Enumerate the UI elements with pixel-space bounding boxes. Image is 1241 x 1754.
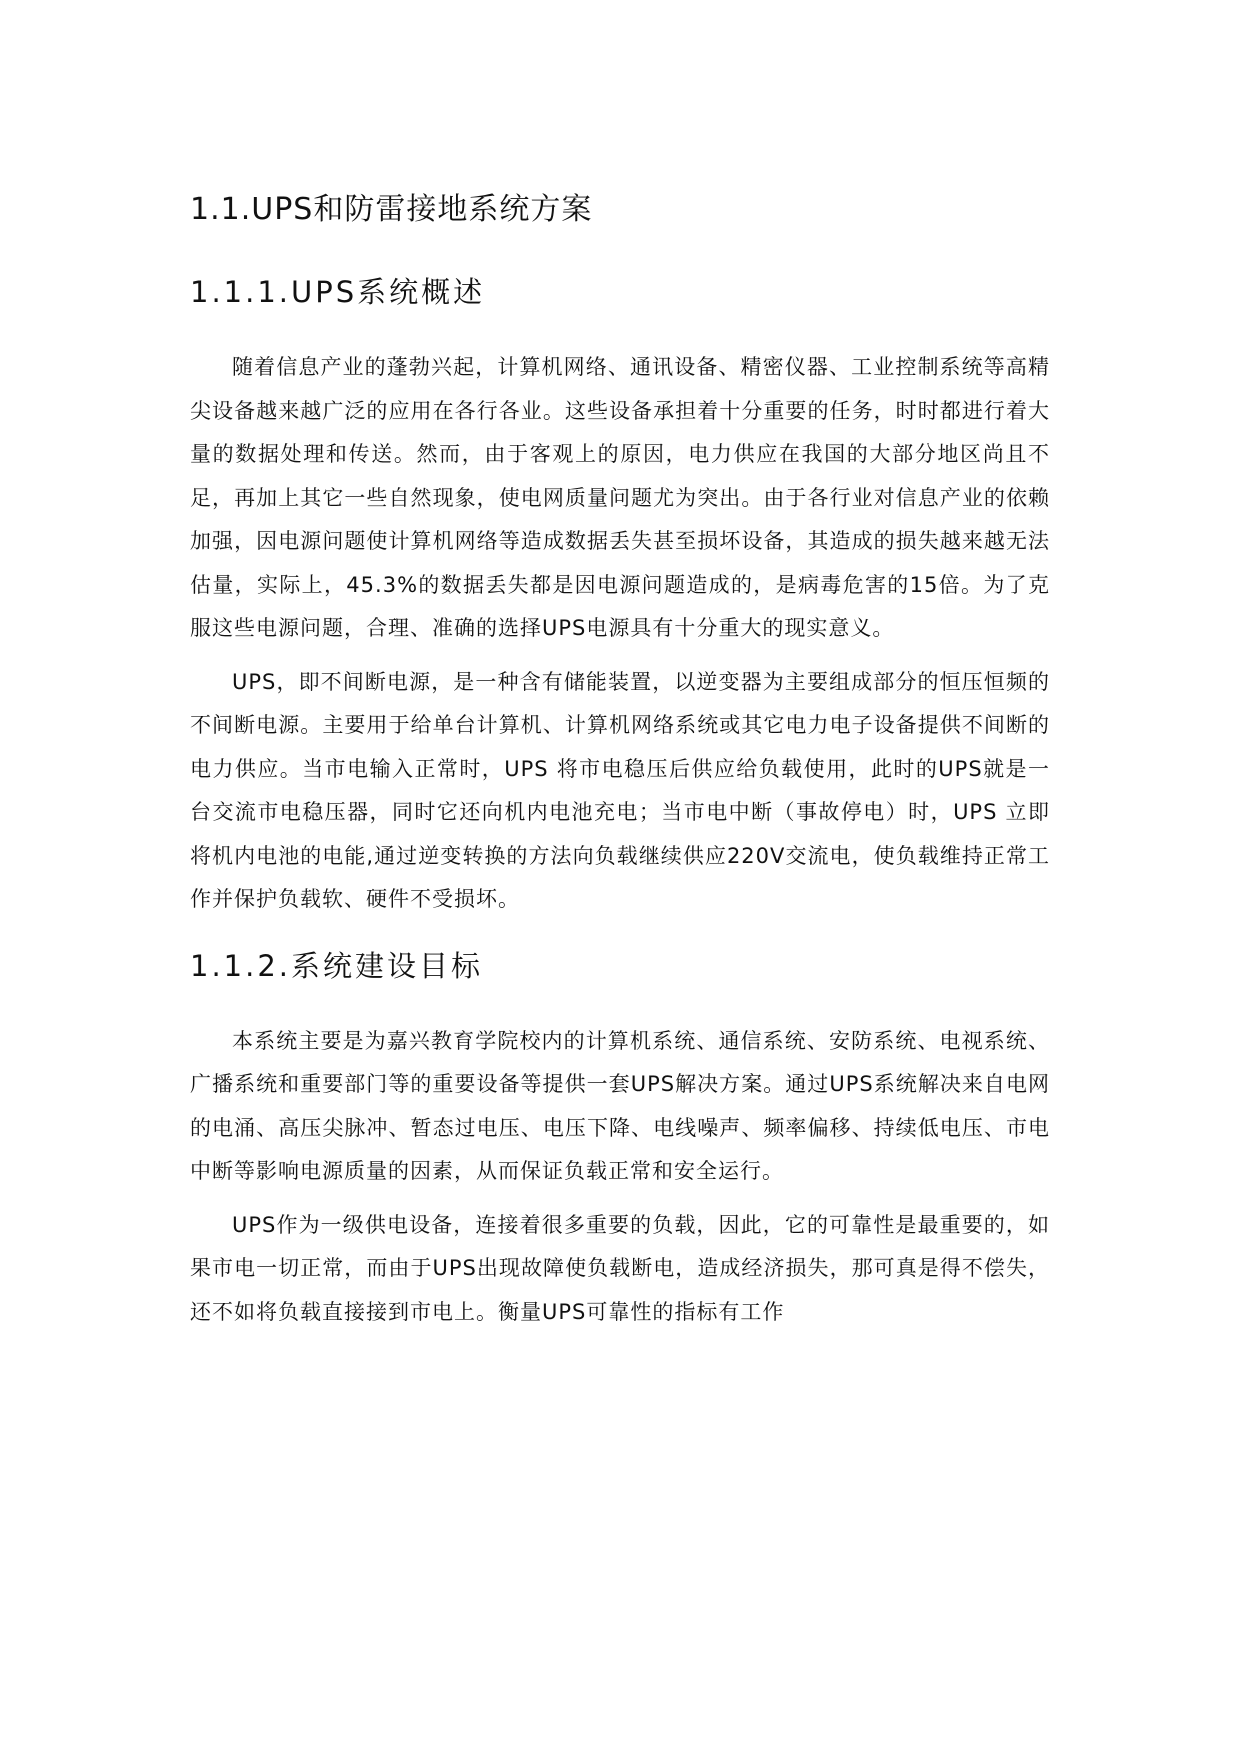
subsection-title-ups-overview: 1.1.1.UPS系统概述 [190, 275, 486, 309]
paragraph-system-goals: 本系统主要是为嘉兴教育学院校内的计算机系统、通信系统、安防系统、电视系统、广播系统和重要部门等的重要设备等提供一套UPS解决方案。通过UPS系统解决来自电网的电涌、高压尖脉冲、暂态过电压、电压下降、电线噪声、频率偏移、持续低电压、市电中断等影响电源质量的因素，从而保证负载正常和安全运行。 [190, 1028, 1050, 1183]
paragraph-ups-background: 随着信息产业的蓬勃兴起，计算机网络、通讯设备、精密仪器、工业控制系统等高精尖设备越来越广泛的应用在各行各业。这些设备承担着十分重要的任务，时时都进行着大量的数据处理和传送。然而，由于客观上的原因，电力供应在我国的大部分地区尚且不足，再加上其它一些自然现象，使电网质量问题尤为突出。由于各行业对信息产业的依赖加强，因电源问题使计算机网络等造成数据丢失甚至损坏设备，其造成的损失越来越无法估量，实际上，45.3%的数据丢失都是因电源问题造成的，是病毒危害的15倍。为了克服这些电源问题，合理、准确的选择UPS电源具有十分重大的现实意义。 [190, 355, 1050, 640]
subsection-title-system-goals: 1.1.2.系统建设目标 [190, 948, 484, 983]
document-body [190, 190, 1050, 1334]
paragraph-ups-reliability: UPS作为一级供电设备，连接着很多重要的负载，因此，它的可靠性是最重要的，如果市电一切正常，而由于UPS出现故障使负载断电，造成经济损失，那可真是得不偿失，还不如将负载直接接到市电上。衡量UPS可靠性的指标有工作 [190, 1212, 1050, 1324]
section-title: 1.1.UPS和防雷接地系统方案 [190, 192, 593, 227]
paragraph-ups-definition: UPS，即不间断电源，是一种含有储能装置，以逆变器为主要组成部分的恒压恒频的不间断电源。主要用于给单台计算机、计算机网络系统或其它电力电子设备提供不间断的电力供应。当市电输入正常时，UPS 将市电稳压后供应给负载使用，此时的UPS就是一台交流市电稳压器，同时它还向机内电池充电；当市电中断（事故停电）时，UPS 立即将机内电池的电能,通过逆变转换的方法向负载继续供应220V交流电，使负载维持正常工作并保护负载软、硬件不受损坏。 [190, 669, 1050, 911]
